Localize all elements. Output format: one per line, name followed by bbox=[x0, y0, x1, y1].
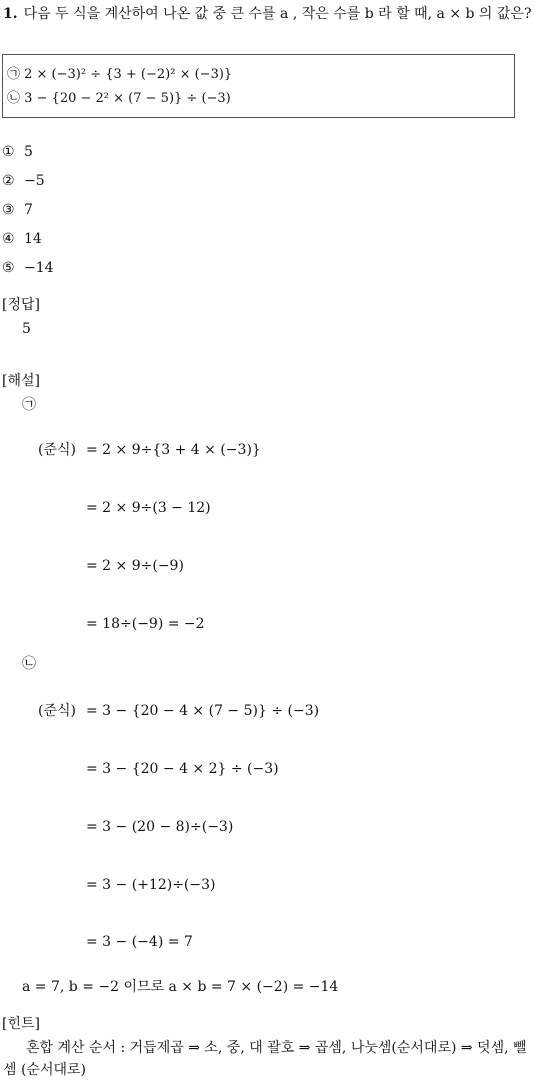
eq2-step-0: = 3 − {20 − 4 × (7 − 5)} ÷ (−3) bbox=[86, 703, 320, 719]
choice-mark: ③ bbox=[2, 202, 15, 218]
choice-4[interactable] bbox=[2, 229, 42, 249]
eq1-left-0: (준식) bbox=[38, 442, 76, 458]
answer-label: [정답] bbox=[2, 297, 40, 313]
question-text: 다음 두 식을 계산하여 나온 값 중 큰 수를 a , 작은 수를 b 라 할 때, a × b 의 값은? bbox=[23, 6, 532, 22]
choice-5[interactable] bbox=[2, 258, 54, 278]
eq1-step-0: = 2 × 9÷{3 + 4 × (−3)} bbox=[86, 442, 261, 458]
choice-mark: ⑤ bbox=[2, 260, 15, 276]
choice-value: −5 bbox=[24, 173, 45, 189]
explanation-mark-1: ㉠ bbox=[22, 397, 36, 413]
hint-label: [힌트] bbox=[2, 1016, 40, 1032]
explanation-mark-2: ㉡ bbox=[22, 656, 36, 672]
choice-mark: ② bbox=[2, 173, 15, 189]
eq2-step-2: = 3 − (20 − 8)÷(−3) bbox=[86, 819, 234, 835]
expression-2: ㉡ 3 − {20 − 2² × (7 − 5)} ÷ (−3) bbox=[7, 91, 231, 106]
choice-value: −14 bbox=[24, 260, 54, 276]
explanation-conclusion: a = 7, b = −2 이므로 a × b = 7 × (−2) = −14 bbox=[22, 979, 339, 995]
eq1-step-2: = 2 × 9÷(−9) bbox=[86, 558, 184, 574]
eq2-step-3: = 3 − (+12)÷(−3) bbox=[86, 877, 216, 893]
eq1-step-3: = 18÷(−9) = −2 bbox=[86, 616, 205, 632]
choice-3[interactable] bbox=[2, 200, 33, 220]
answer-value: 5 bbox=[22, 321, 31, 337]
hint-text: 혼합 계산 순서 : 거듭제곱 ⇒ 소, 중, 대 괄호 ⇒ 곱셈, 나눗셈(순서대로) ⇒ 덧셈, 뺄셈 (순서대로) bbox=[3, 1040, 527, 1078]
eq2-step-1: = 3 − {20 − 4 × 2} ÷ (−3) bbox=[86, 761, 279, 777]
choice-mark: ④ bbox=[2, 231, 15, 247]
choice-value: 5 bbox=[24, 144, 33, 160]
expression-1: ㉠ 2 × (−3)² ÷ {3 + (−2)² × (−3)} bbox=[7, 67, 233, 82]
choice-2[interactable] bbox=[2, 171, 45, 191]
eq2-step-4: = 3 − (−4) = 7 bbox=[86, 934, 193, 950]
explanation-label: [해설] bbox=[2, 373, 40, 389]
eq1-step-1: = 2 × 9÷(3 − 12) bbox=[86, 500, 211, 516]
choice-mark: ① bbox=[2, 144, 15, 160]
eq2-left-0: (준식) bbox=[38, 703, 76, 719]
question-number: 1. bbox=[3, 6, 18, 22]
question bbox=[3, 3, 533, 25]
choice-value: 7 bbox=[24, 202, 33, 218]
choice-value: 14 bbox=[24, 231, 42, 247]
choice-1[interactable] bbox=[2, 142, 33, 162]
expression-box bbox=[2, 54, 515, 118]
